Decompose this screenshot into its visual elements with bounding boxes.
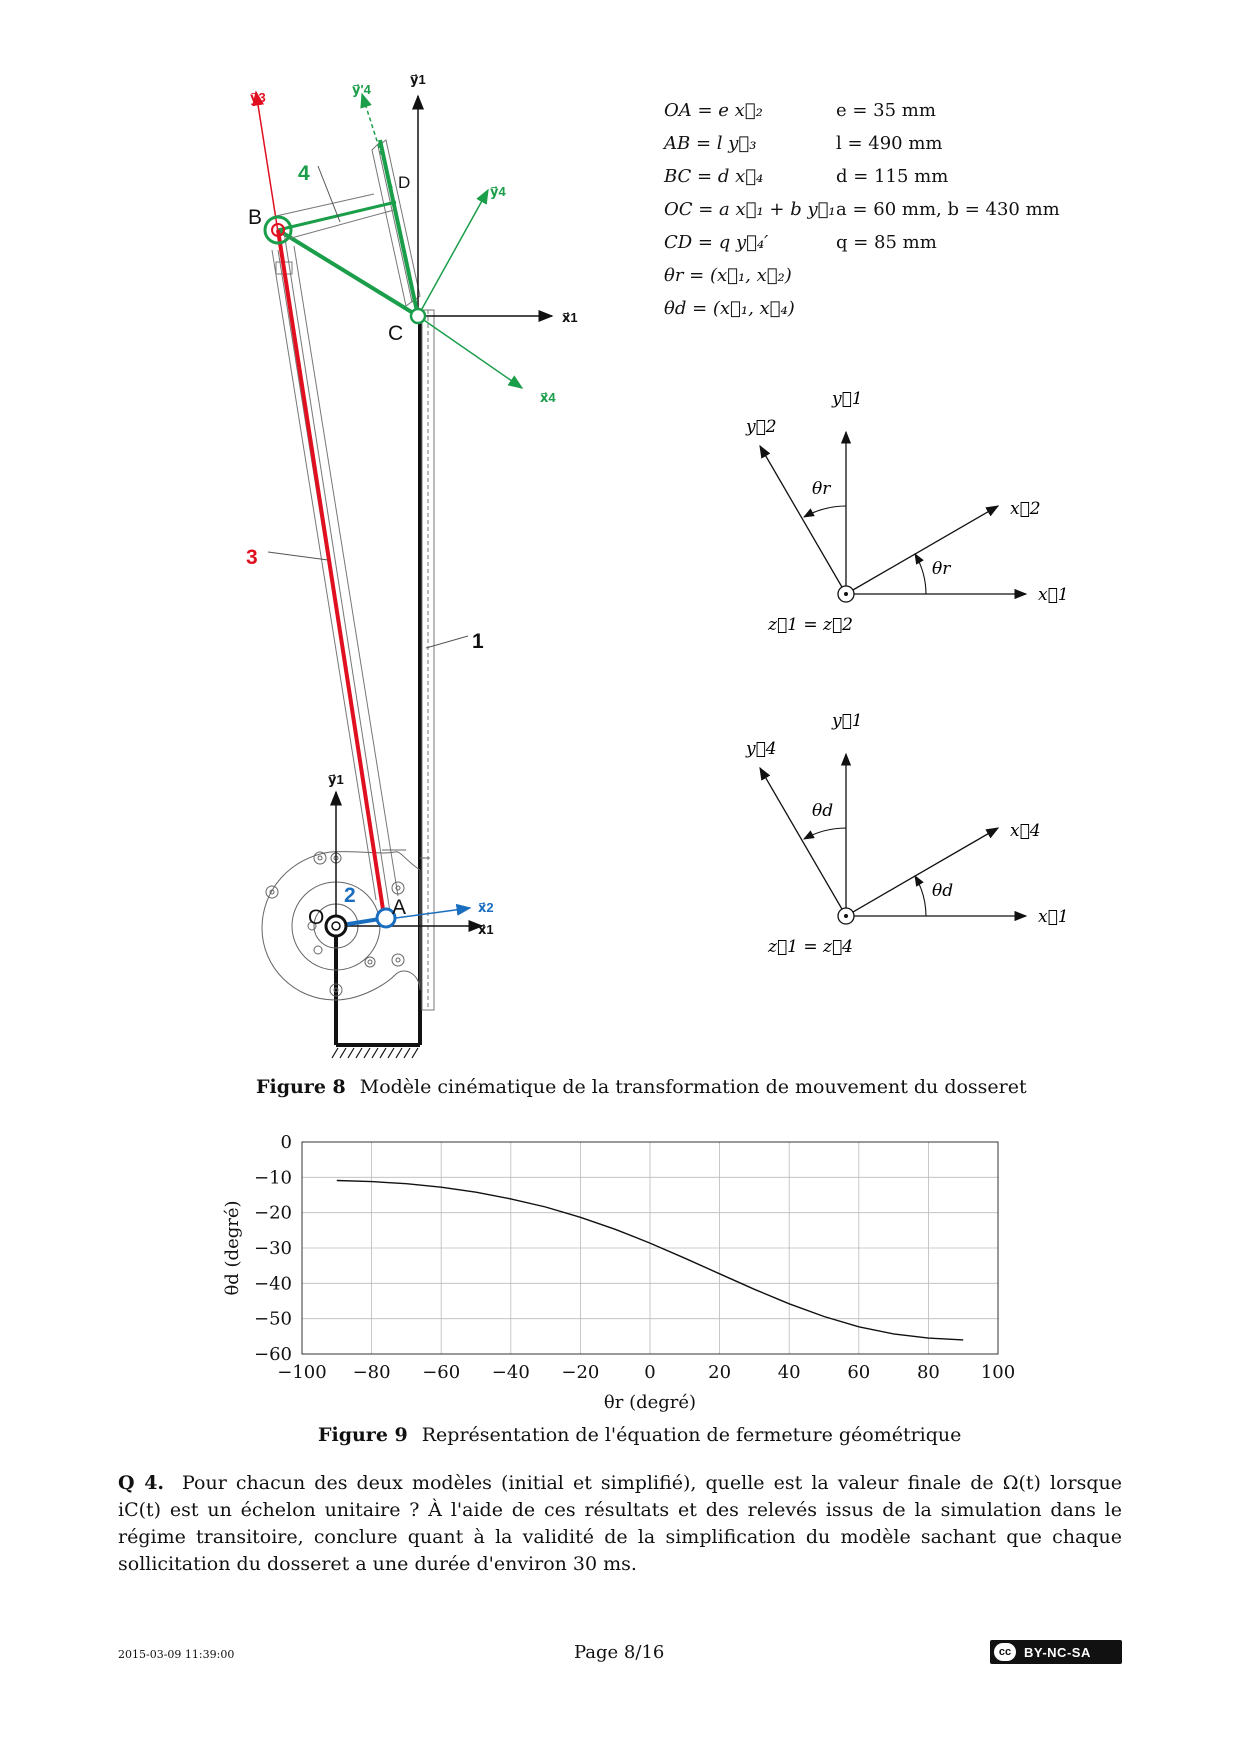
- question-4: [118, 1470, 1122, 1578]
- frame-r-angle-right: θr: [932, 559, 951, 579]
- frame-d-angle-right: θd: [932, 881, 954, 901]
- question-number: Q 4.: [118, 1472, 165, 1494]
- figure-8-caption: [256, 1076, 1027, 1098]
- x-tick-label: 100: [980, 1362, 1016, 1383]
- figure-9-label: Figure 9: [318, 1424, 408, 1446]
- label-point-b: B: [248, 206, 263, 229]
- label-point-a: A: [392, 896, 407, 919]
- def-cd-eq: CD = q y⃗₄′: [664, 232, 769, 253]
- frame-base: [332, 316, 420, 1058]
- figure-9-caption: [318, 1424, 961, 1446]
- def-oc-val: a = 60 mm, b = 430 mm: [836, 199, 1060, 220]
- part-3-link: [256, 92, 390, 916]
- y-tick-label: −50: [254, 1308, 292, 1330]
- x-axis-label: θr (degré): [603, 1392, 697, 1413]
- label-x1-bottom: x⃗1: [478, 922, 494, 937]
- def-oa-eq: OA = e x⃗₂: [664, 100, 763, 121]
- joint-c: [411, 309, 425, 323]
- frame-d-angle-top: θd: [812, 801, 834, 821]
- mechanism-diagram: [0, 0, 640, 1060]
- x-tick-label: −80: [352, 1362, 391, 1383]
- y-tick-label: −40: [254, 1273, 292, 1295]
- label-y3: y⃗3: [250, 90, 266, 105]
- x-tick-label: −40: [491, 1362, 530, 1383]
- label-point-d: D: [398, 173, 411, 192]
- frame-diagram-d: [745, 711, 1069, 957]
- label-y4-prime: y⃗'4: [352, 82, 371, 97]
- frame-r-z: z⃗1 = z⃗2: [768, 615, 853, 635]
- def-cd-val: q = 85 mm: [836, 232, 937, 253]
- x-tick-label: 40: [777, 1362, 801, 1383]
- y-tick-label: 0: [280, 1132, 292, 1153]
- label-y4: y⃗4: [490, 184, 506, 199]
- def-bc-val: d = 115 mm: [836, 166, 949, 187]
- part-3-outline: [272, 246, 398, 900]
- frame-d-y4: y⃗4: [746, 739, 777, 759]
- label-y1-bottom: y⃗1: [328, 772, 344, 787]
- x-tick-label: −100: [277, 1362, 327, 1383]
- question-text: Pour chacun des deux modèles (initial et simplifié), quelle est la valeur finale de Ω(t) lorsque iC(t) est un échelon unitaire ? À l'aide de ces résultats et des relevés issus de la simulation dans le régime transitoire, conclure quant à la validité de la simplification du modèle sachant que chaque sollicitation du dosseret a une durée d'environ 30 ms.: [118, 1472, 1122, 1575]
- label-x2: x⃗2: [478, 900, 494, 915]
- label-point-o: O: [308, 906, 325, 929]
- y-tick-label: −10: [254, 1167, 292, 1189]
- def-bc-eq: BC = d x⃗₄: [664, 166, 764, 187]
- footer-page-number: Page 8/16: [574, 1642, 665, 1663]
- def-theta-r: θr = (x⃗₁, x⃗₂): [664, 265, 792, 286]
- label-part-4: 4: [298, 162, 310, 185]
- x-tick-label: 20: [708, 1362, 732, 1383]
- leader-lines: [268, 166, 468, 648]
- label-y1-top: y⃗1: [410, 72, 426, 87]
- frame-d-z: z⃗1 = z⃗4: [768, 937, 853, 957]
- figure-8-label: Figure 8: [256, 1076, 346, 1098]
- cc-icon: cc: [994, 1643, 1016, 1661]
- frame-r-y2: y⃗2: [746, 417, 777, 437]
- license-badge: [990, 1640, 1122, 1664]
- frame-d-x4: x⃗4: [1010, 821, 1041, 841]
- label-x4: x⃗4: [540, 390, 556, 405]
- y-tick-label: −30: [254, 1238, 292, 1259]
- label-x1-c: x⃗1: [562, 310, 578, 325]
- figure-9-chart: [200, 1126, 1020, 1418]
- frame-r-y1: y⃗1: [832, 389, 863, 409]
- x-tick-label: −20: [561, 1362, 600, 1383]
- def-ab-eq: AB = l y⃗₃: [664, 133, 757, 154]
- footer-timestamp: 2015-03-09 11:39:00: [118, 1648, 235, 1661]
- def-ab-val: l = 490 mm: [836, 133, 943, 154]
- frame-diagram-r: [745, 389, 1069, 635]
- frame-d-x1: x⃗1: [1038, 907, 1069, 927]
- frame-diagrams: [720, 380, 1080, 960]
- y-tick-label: −20: [254, 1202, 292, 1224]
- axes-o: [336, 792, 482, 926]
- frame-r-x2: x⃗2: [1010, 499, 1041, 519]
- license-text: BY-NC-SA: [1024, 1644, 1091, 1660]
- y-axis-label: θd (degré): [222, 1200, 243, 1296]
- x-tick-label: 60: [847, 1362, 871, 1383]
- x-tick-label: 0: [644, 1362, 656, 1383]
- x-tick-label: 80: [916, 1362, 940, 1383]
- frame-r-angle-top: θr: [812, 479, 831, 499]
- def-theta-d: θd = (x⃗₁, x⃗₄): [664, 298, 795, 319]
- label-part-3: 3: [246, 546, 258, 569]
- figure-8-text: Modèle cinématique de la transformation de mouvement du dosseret: [359, 1076, 1027, 1098]
- frame-d-y1: y⃗1: [832, 711, 863, 731]
- def-oa-val: e = 35 mm: [836, 100, 936, 121]
- label-point-c: C: [388, 322, 404, 345]
- figure-9-text: Représentation de l'équation de fermeture géométrique: [421, 1424, 962, 1446]
- label-part-2: 2: [344, 884, 356, 907]
- frame-r-x1: x⃗1: [1038, 585, 1069, 605]
- x-tick-label: −60: [422, 1362, 461, 1383]
- y-tick-label: −60: [254, 1344, 292, 1365]
- part-1-plate: [372, 140, 434, 1010]
- label-part-1: 1: [472, 630, 484, 653]
- def-oc-eq: OC = a x⃗₁ + b y⃗₁: [664, 199, 836, 220]
